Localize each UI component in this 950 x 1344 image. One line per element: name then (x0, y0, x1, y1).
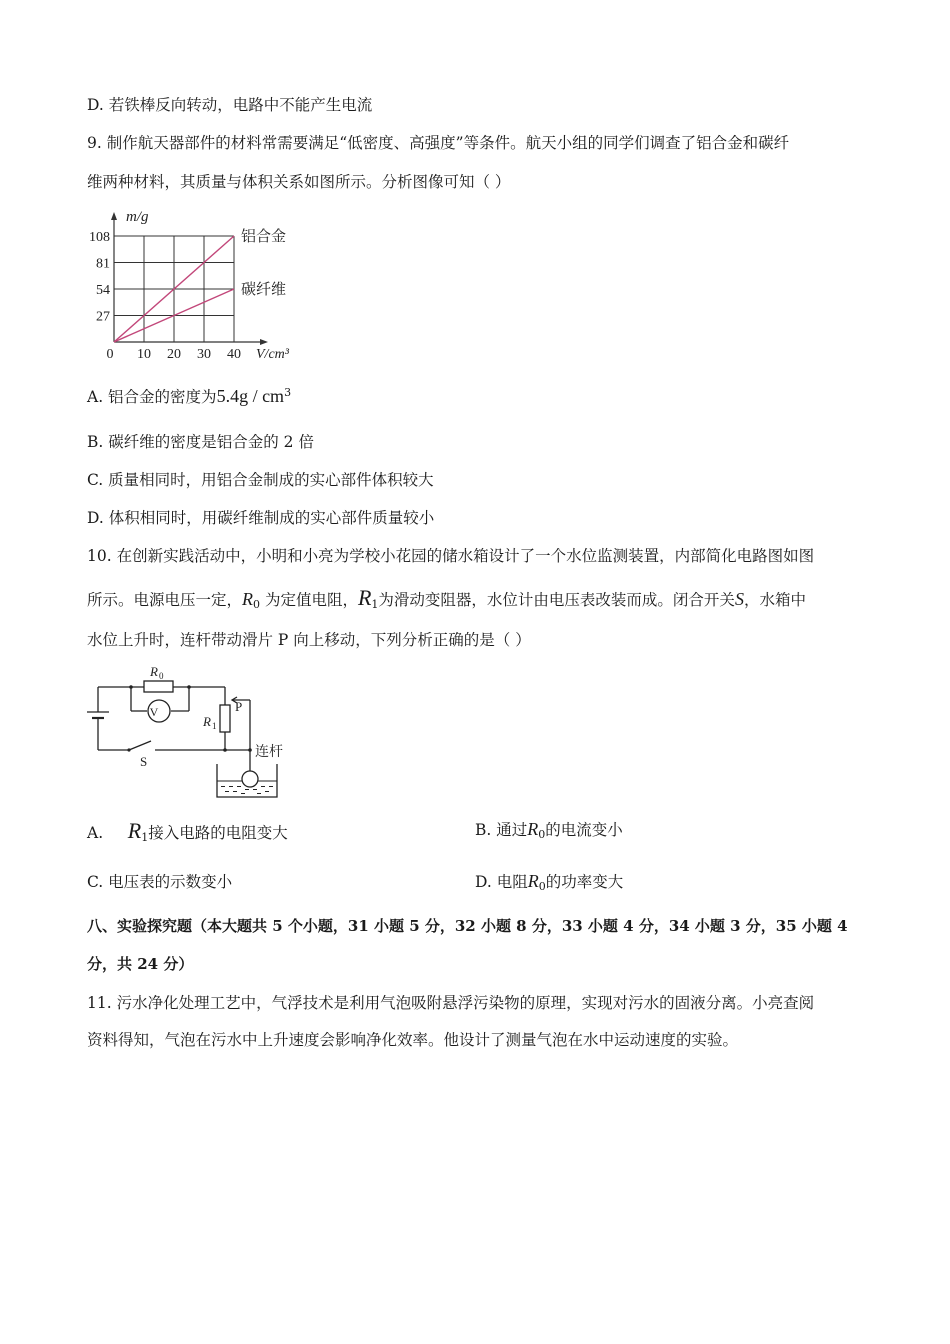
voltmeter-label: V (149, 705, 159, 719)
q10-option-a (87, 818, 288, 844)
q10-text-a: 所示。电源电压一定， (87, 591, 243, 609)
x-axis-label: V/cm³ (256, 347, 289, 362)
q10-option-a-sub: 1 (141, 831, 149, 844)
chart-labels (126, 209, 290, 362)
switch-blade (129, 741, 151, 750)
q10-r0-symbol: R (242, 589, 254, 609)
q11-line1: 11. 污水净化处理工艺中，气浮技术是利用气泡吸附悬浮污染物的原理，实现对污水的固液分离。小亮查阅 (87, 994, 815, 1012)
q10-option-d (475, 870, 623, 893)
y-tick-label: 27 (96, 309, 110, 325)
x-axis-arrow (260, 339, 268, 345)
q9-option-d: D. 体积相同时，用碳纤维制成的实心部件质量较小 (87, 509, 435, 527)
x-tick-label: 10 (137, 347, 151, 362)
switch-s-label: S (140, 754, 148, 769)
q10-r0-sub: 0 (253, 598, 261, 611)
junction-dot (129, 685, 133, 689)
link-rod-label: 连杆 (255, 744, 283, 760)
q10-option-b (475, 818, 623, 841)
y-tick-label: 108 (89, 230, 110, 245)
q10-r1-symbol: R (357, 585, 372, 610)
slider-p-label: P (235, 699, 243, 714)
q10-text-d: ，水箱中 (743, 591, 806, 609)
q10-option-c: C. 电压表的示数变小 (87, 873, 233, 891)
series-label-carbon-fiber: 碳纤维 (241, 282, 287, 298)
r1-rheostat (220, 705, 230, 732)
q9-stem-line1: 9. 制作航天器部件的材料常需要满足“低密度、高强度”等条件。航天小组的同学们调查了铝合金和碳纤 (87, 134, 790, 152)
q10-r1-sub: 1 (371, 598, 379, 611)
water-dashes (221, 786, 273, 794)
q10-option-d-r: R (527, 871, 539, 891)
r0-label-sub: 0 (159, 671, 164, 681)
mass-volume-chart (84, 200, 314, 370)
section8-heading-line2: 分，共 24 分） (87, 955, 194, 973)
y-axis-label: m/g (126, 209, 149, 225)
q10-option-b-letter: B. 通过 (475, 821, 528, 839)
x-tick-label: 20 (167, 347, 181, 362)
y-tick-label: 81 (96, 256, 110, 272)
switch-pivot (127, 748, 130, 751)
q10-option-a-r: R (127, 818, 142, 843)
q10-option-d-letter: D. 电阻 (475, 873, 528, 891)
q10-text-b: 为定值电阻， (264, 591, 358, 609)
junction-dot (187, 685, 191, 689)
r0-resistor (144, 681, 173, 692)
q10-option-d-text: 的功率变大 (545, 873, 624, 891)
q9-stem-line2: 维两种材料，其质量与体积关系如图所示。分析图像可知（ ） (87, 173, 511, 191)
y-axis-arrow (111, 212, 117, 220)
junction-dot (248, 748, 252, 752)
junction-dot (223, 748, 227, 752)
float-ball (242, 771, 258, 787)
x-tick-label: 0 (106, 347, 114, 362)
series-label-aluminum-alloy: 铝合金 (241, 229, 287, 245)
water-tank (217, 764, 277, 797)
r1-label: R (203, 714, 211, 729)
q9-option-b: B. 碳纤维的密度是铝合金的 2 倍 (87, 433, 314, 451)
y-tick-label: 54 (96, 283, 110, 298)
x-tick-label: 40 (227, 347, 241, 362)
q9-option-c: C. 质量相同时，用铝合金制成的实心部件体积较大 (87, 471, 434, 489)
q10-stem-line1: 10. 在创新实践活动中，小明和小亮为学校小花园的储水箱设计了一个水位监测装置，内部简化电路图如图 (87, 547, 815, 565)
circuit-diagram (84, 660, 314, 805)
q8-option-d: D. 若铁棒反向转动，电路中不能产生电流 (87, 96, 373, 114)
q9-option-a (87, 385, 291, 407)
q10-option-d-sub: 0 (538, 880, 546, 893)
q10-option-b-r: R (527, 819, 539, 839)
q9-option-a-math: 5.4g / cm (216, 386, 285, 406)
r1-label-sub: 1 (212, 721, 217, 731)
q11-line2: 资料得知，气泡在污水中上升速度会影响净化效率。他设计了测量气泡在水中运动速度的实验。 (87, 1031, 739, 1049)
q10-s-symbol: S (734, 589, 744, 609)
q10-option-a-text: 接入电路的电阻变大 (148, 824, 288, 842)
x-tick-label: 30 (197, 347, 211, 362)
q10-option-b-text: 的电流变小 (545, 821, 623, 839)
q10-text-c: 为滑动变阻器，水位计由电压表改装而成。闭合开关 (378, 591, 735, 609)
q10-option-b-sub: 0 (538, 828, 546, 841)
q10-stem-line2 (87, 585, 806, 611)
section8-heading-line1: 八、实验探究题（本大题共 5 个小题，31 小题 5 分，32 小题 8 分，33 小题 4 分，34 小题 3 分，35 小题 4 (87, 917, 848, 935)
r0-label: R (150, 664, 158, 679)
q10-option-a-letter: A. (87, 824, 104, 842)
q9-option-a-sup: 3 (284, 386, 292, 399)
q9-option-a-text: A. 铝合金的密度为 (87, 388, 217, 406)
q10-stem-line3: 水位上升时，连杆带动滑片 P 向上移动，下列分析正确的是（ ） (87, 631, 531, 649)
